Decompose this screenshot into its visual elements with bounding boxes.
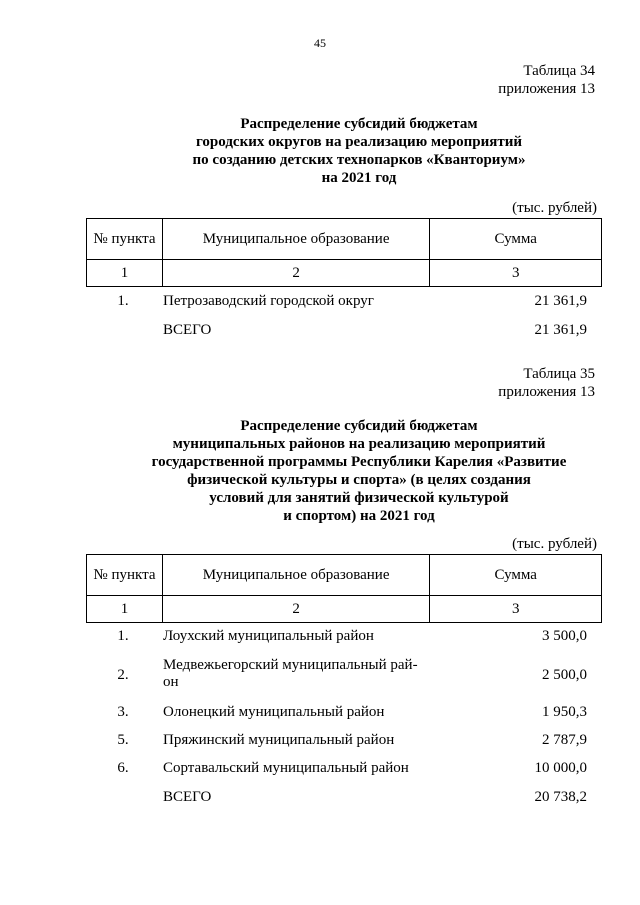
row-sum: 10 000,0 xyxy=(534,760,587,776)
title-line: Распределение субсидий бюджетам xyxy=(240,418,478,434)
row-number: 3. xyxy=(117,704,129,720)
column-index-2: 2 xyxy=(162,596,429,623)
row-municipality: Пряжинский муниципальный район xyxy=(163,732,395,748)
column-index-1: 1 xyxy=(87,260,163,287)
table34-header xyxy=(86,218,602,287)
table34-title xyxy=(0,115,640,187)
row-sum: 21 361,9 xyxy=(534,293,587,309)
total-sum: 21 361,9 xyxy=(534,322,587,338)
header-col-municipality: Муниципальное образование xyxy=(162,219,429,260)
column-index-1: 1 xyxy=(87,596,163,623)
row-sum: 3 500,0 xyxy=(542,628,587,644)
table34-ref-line1: Таблица 34 xyxy=(523,63,595,79)
column-index-3: 3 xyxy=(430,596,602,623)
total-sum: 20 738,2 xyxy=(534,789,587,805)
title-line: физической культуры и спорта» (в целях создания xyxy=(187,472,531,488)
title-line: на 2021 год xyxy=(321,170,397,186)
table34-units: (тыс. рублей) xyxy=(512,200,597,216)
title-line: муниципальных районов на реализацию мероприятий xyxy=(172,436,546,452)
table35-units: (тыс. рублей) xyxy=(512,536,597,552)
row-municipality: Олонецкий муниципальный район xyxy=(163,704,385,720)
row-municipality-line: он xyxy=(163,674,179,690)
header-col-municipality: Муниципальное образование xyxy=(162,555,429,596)
row-sum: 1 950,3 xyxy=(542,704,587,720)
row-sum: 2 787,9 xyxy=(542,732,587,748)
row-number: 5. xyxy=(117,732,129,748)
page-number: 45 xyxy=(314,36,326,50)
table34-ref-line2: приложения 13 xyxy=(498,81,595,97)
table35-title xyxy=(0,417,640,525)
table34-reference xyxy=(498,62,595,98)
total-label: ВСЕГО xyxy=(163,789,212,805)
table35-ref-line2: приложения 13 xyxy=(498,384,595,400)
header-col-sum: Сумма xyxy=(430,555,602,596)
total-label: ВСЕГО xyxy=(163,322,212,338)
row-number: 2. xyxy=(117,667,129,683)
column-index-2: 2 xyxy=(162,260,429,287)
table-row xyxy=(86,657,602,693)
header-col-sum: Сумма xyxy=(430,219,602,260)
table35-ref-line1: Таблица 35 xyxy=(523,366,595,382)
row-municipality: Лоухский муниципальный район xyxy=(163,628,374,644)
row-number: 6. xyxy=(117,760,129,776)
row-municipality: Петрозаводский городской округ xyxy=(163,293,374,309)
title-line: государственной программы Республики Карелия «Развитие xyxy=(151,454,567,470)
row-municipality: Сортавальский муниципальный район xyxy=(163,760,409,776)
table35-header xyxy=(86,554,602,623)
title-line: и спортом) на 2021 год xyxy=(283,508,435,524)
title-line: по созданию детских технопарков «Кванториум» xyxy=(192,152,526,168)
title-line: условий для занятий физической культурой xyxy=(209,490,509,506)
row-sum: 2 500,0 xyxy=(542,667,587,683)
row-municipality-line: Медвежьегорский муниципальный рай- xyxy=(163,657,418,673)
column-index-3: 3 xyxy=(430,260,602,287)
row-number: 1. xyxy=(117,628,129,644)
row-municipality xyxy=(163,657,431,691)
header-col-number: № пункта xyxy=(87,555,163,596)
header-col-number: № пункта xyxy=(87,219,163,260)
title-line: городских округов на реализацию мероприятий xyxy=(195,134,523,150)
row-number: 1. xyxy=(117,293,129,309)
table35-reference xyxy=(498,365,595,401)
title-line: Распределение субсидий бюджетам xyxy=(240,116,478,132)
